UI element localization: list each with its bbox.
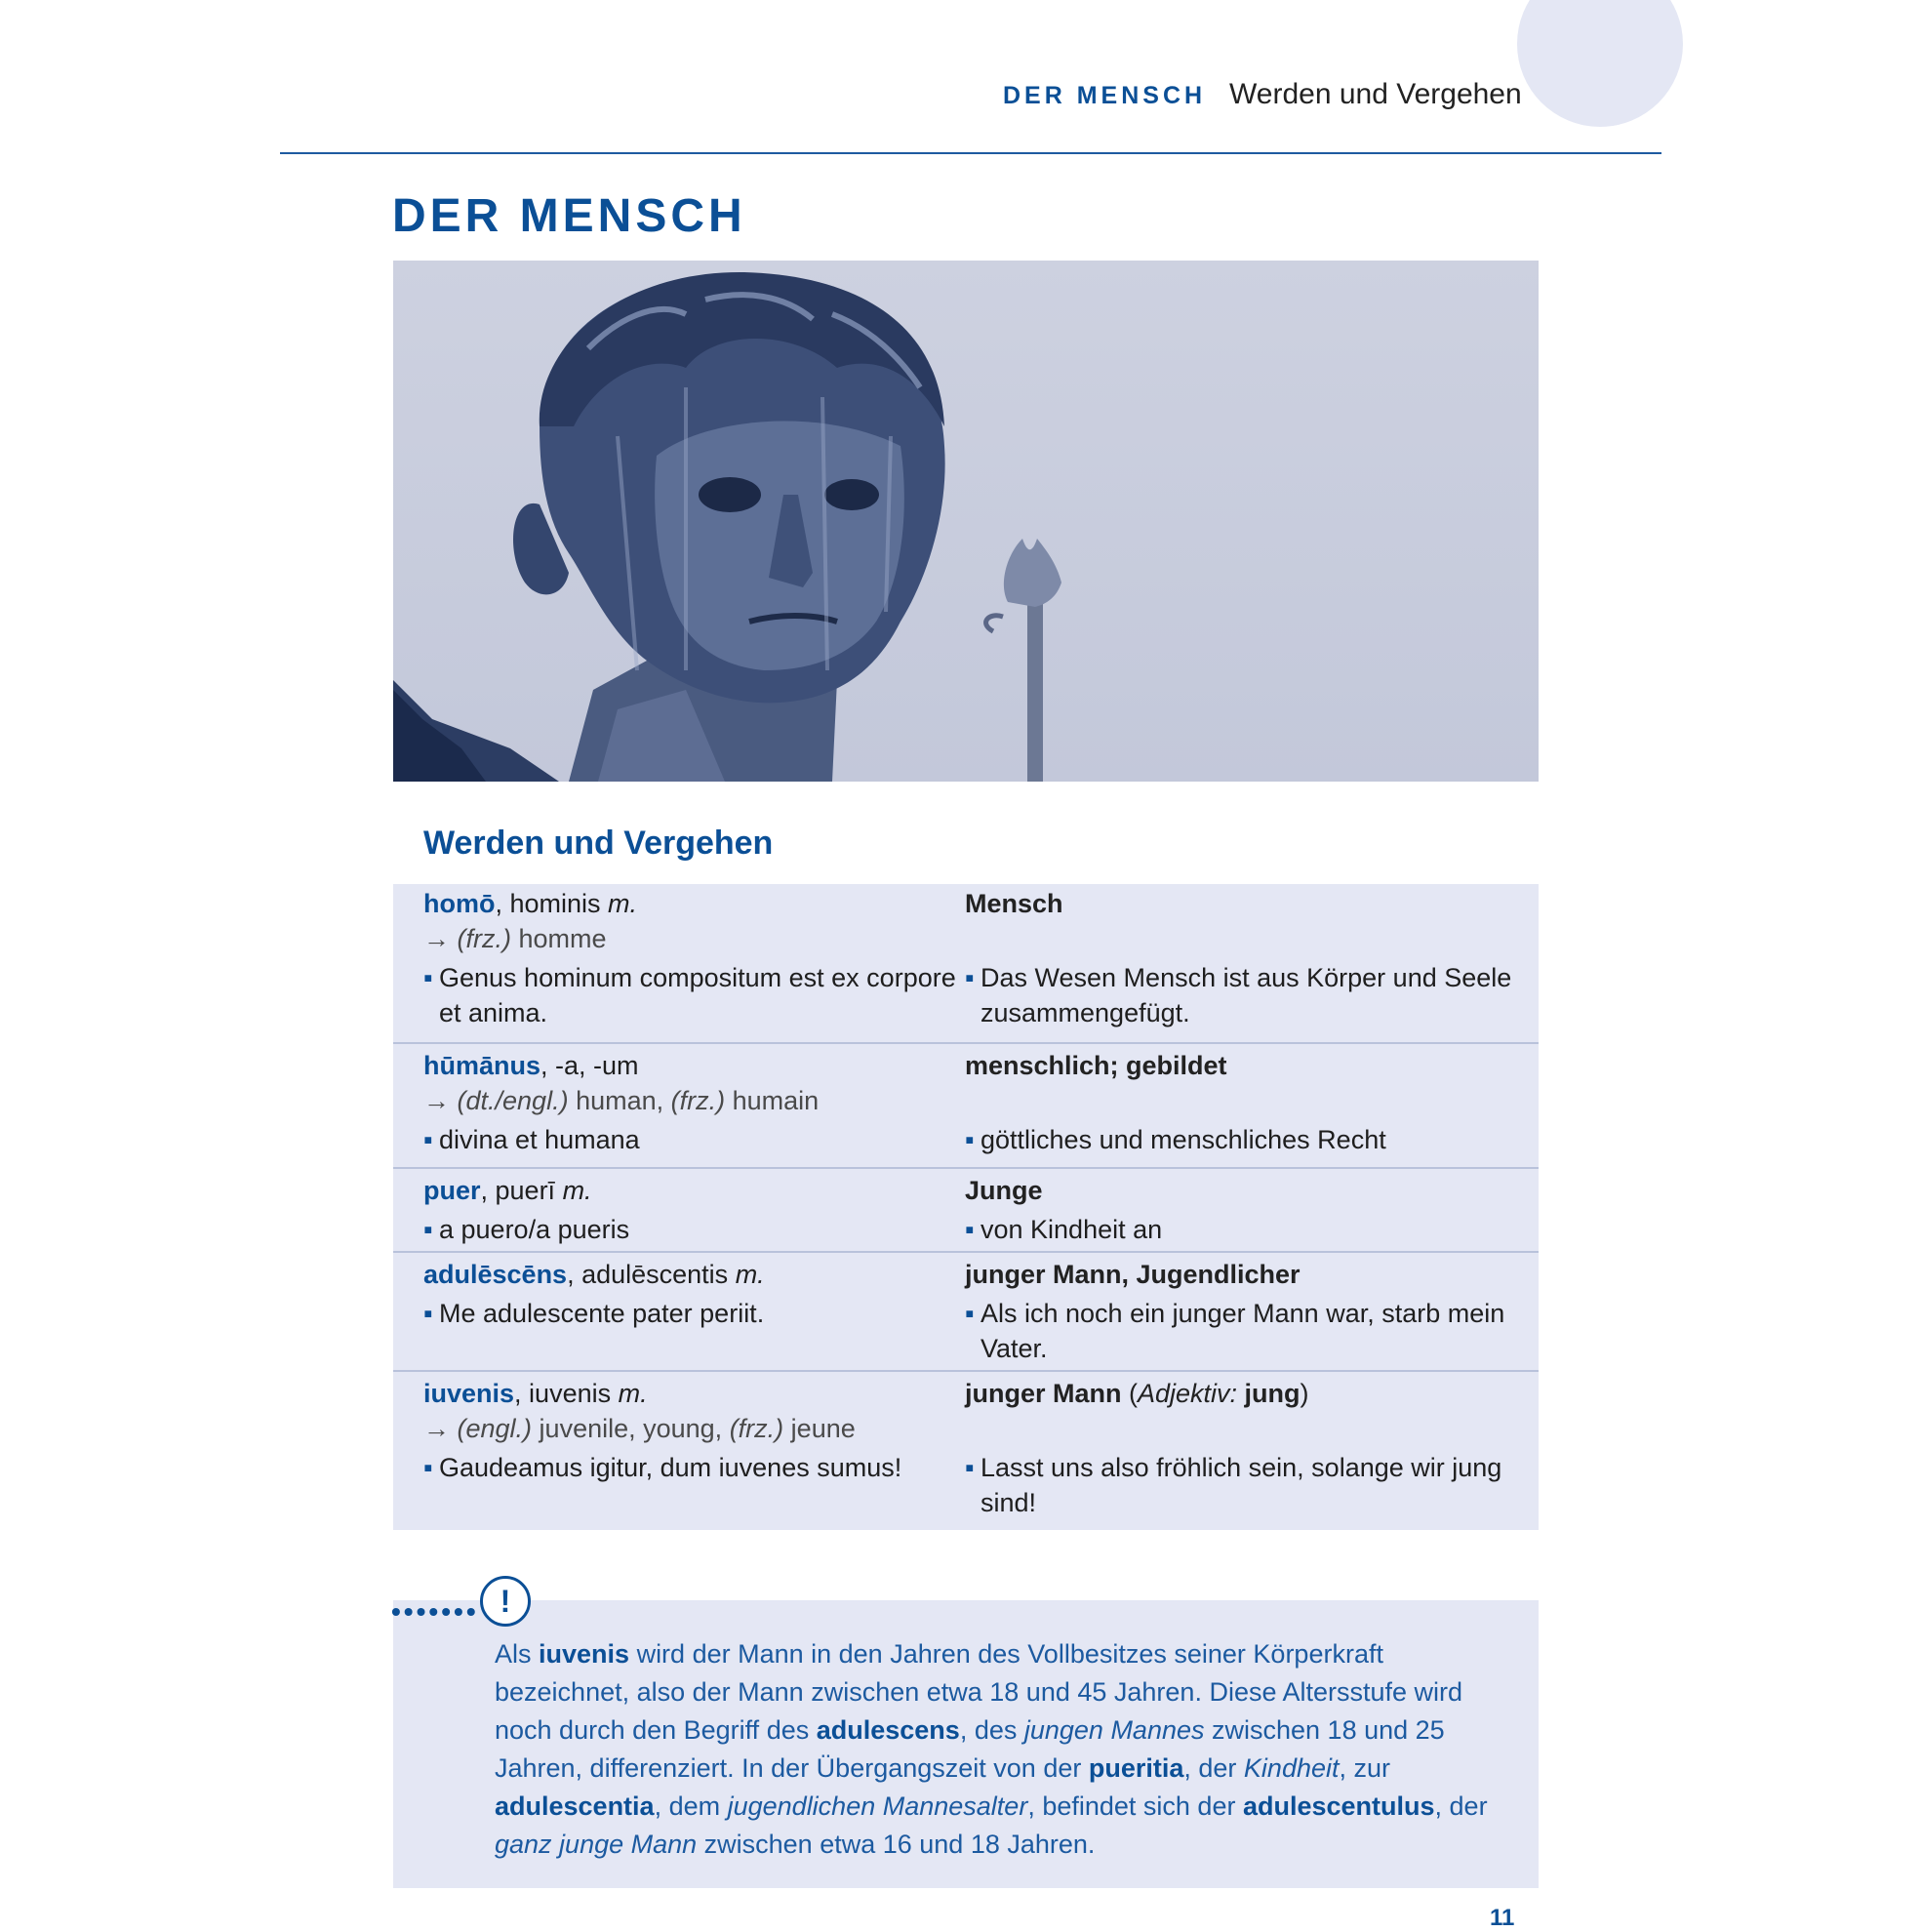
latin-lemma: homō [423, 889, 496, 918]
bullet-icon: ▪ [423, 1125, 433, 1154]
latin-example: ▪ Gaudeamus igitur, dum iuvenes sumus! [393, 1450, 957, 1520]
running-header-topic: Werden und Vergehen [1229, 78, 1522, 110]
latin-example: ▪ Me adulescente pater periit. [393, 1296, 957, 1366]
gender: m. [562, 1176, 592, 1205]
german-translation: junger Mann, Jugendlicher [965, 1260, 1301, 1289]
gender: m. [618, 1379, 648, 1408]
bullet-icon: ▪ [965, 1125, 975, 1154]
bullet-icon: ▪ [423, 1215, 433, 1244]
note-text: Als iuvenis wird der Mann in den Jahren des Vollbesitzes seiner Körperkraft bezeichnet, also der Mann zwischen etwa 18 und 45 Jahren. Diese Altersstufe wird noch durch den Begriff des adulescens, des jungen Mannes zwischen 18 und 25 Jahren, differenziert. In der Übergangszeit von der pueritia, der Kindheit, zur adulescentia, dem jugendlichen Mannesalter, befindet sich der adulescentulus, der ganz junge Mann zwischen etwa 16 und 18 Jahren. [495, 1639, 1488, 1859]
etymology: → (engl.) juvenile, young, (frz.) jeune [423, 1414, 856, 1443]
bullet-icon: ▪ [423, 1453, 433, 1482]
german-example: ▪ Als ich noch ein junger Mann war, starb mein Vater. [957, 1296, 1539, 1366]
latin-example: ▪ divina et humana [393, 1122, 957, 1157]
vocab-entry [393, 1044, 1539, 1169]
german-translation: junger Mann (Adjektiv: jung) [965, 1379, 1309, 1408]
chapter-title: DER MENSCH [392, 190, 746, 242]
page-number: 11 [1490, 1905, 1515, 1931]
gender: m. [608, 889, 638, 918]
etymology: → (frz.) homme [423, 924, 607, 953]
german-translation: Mensch [965, 889, 1063, 918]
german-example: ▪ Lasst uns also fröhlich sein, solange wir jung sind! [957, 1450, 1539, 1520]
bullet-icon: ▪ [965, 963, 975, 992]
latin-lemma: adulēscēns [423, 1260, 568, 1289]
vocab-entry [393, 884, 1539, 1044]
bullet-icon: ▪ [965, 1215, 975, 1244]
latin-forms: , iuvenis [514, 1379, 619, 1408]
latin-example: ▪ a puero/a pueris [393, 1212, 957, 1247]
bullet-icon: ▪ [423, 963, 433, 992]
arrow-icon: → [423, 1086, 450, 1115]
latin-forms: , hominis [495, 889, 609, 918]
vocab-entry [393, 1253, 1539, 1372]
vocab-entry [393, 1372, 1539, 1530]
vocab-entry [393, 1169, 1539, 1253]
latin-example: ▪ Genus hominum compositum est ex corpore et anima. [393, 960, 957, 1030]
latin-lemma: hūmānus [423, 1051, 541, 1080]
latin-forms: , -a, -um [540, 1051, 639, 1080]
running-header-section: DER MENSCH [1003, 82, 1207, 109]
german-example: ▪ von Kindheit an [957, 1212, 1539, 1247]
gender: m. [735, 1260, 765, 1289]
latin-lemma: iuvenis [423, 1379, 515, 1408]
bullet-icon: ▪ [965, 1299, 975, 1328]
latin-forms: , puerī [480, 1176, 563, 1205]
note-dots: ••••••• [391, 1596, 479, 1627]
exclamation-icon: ! [480, 1576, 531, 1627]
statue-photo [393, 261, 1539, 782]
statue-head-illustration [393, 261, 1539, 782]
german-example: ▪ göttliches und menschliches Recht [957, 1122, 1539, 1157]
german-example: ▪ Das Wesen Mensch ist aus Körper und Seele zusammengefügt. [957, 960, 1539, 1030]
bullet-icon: ▪ [423, 1299, 433, 1328]
german-translation: menschlich; gebildet [965, 1051, 1227, 1080]
vocabulary-table [393, 884, 1539, 1530]
section-title: Werden und Vergehen [423, 825, 774, 862]
latin-lemma: puer [423, 1176, 481, 1205]
latin-forms: , adulēscentis [567, 1260, 736, 1289]
header-divider [280, 152, 1661, 154]
arrow-icon: → [423, 1414, 450, 1443]
decorative-circle [1517, 0, 1683, 127]
bullet-icon: ▪ [965, 1453, 975, 1482]
etymology: → (dt./engl.) human, (frz.) humain [423, 1086, 820, 1115]
arrow-icon: → [423, 924, 450, 953]
german-translation: Junge [965, 1176, 1043, 1205]
